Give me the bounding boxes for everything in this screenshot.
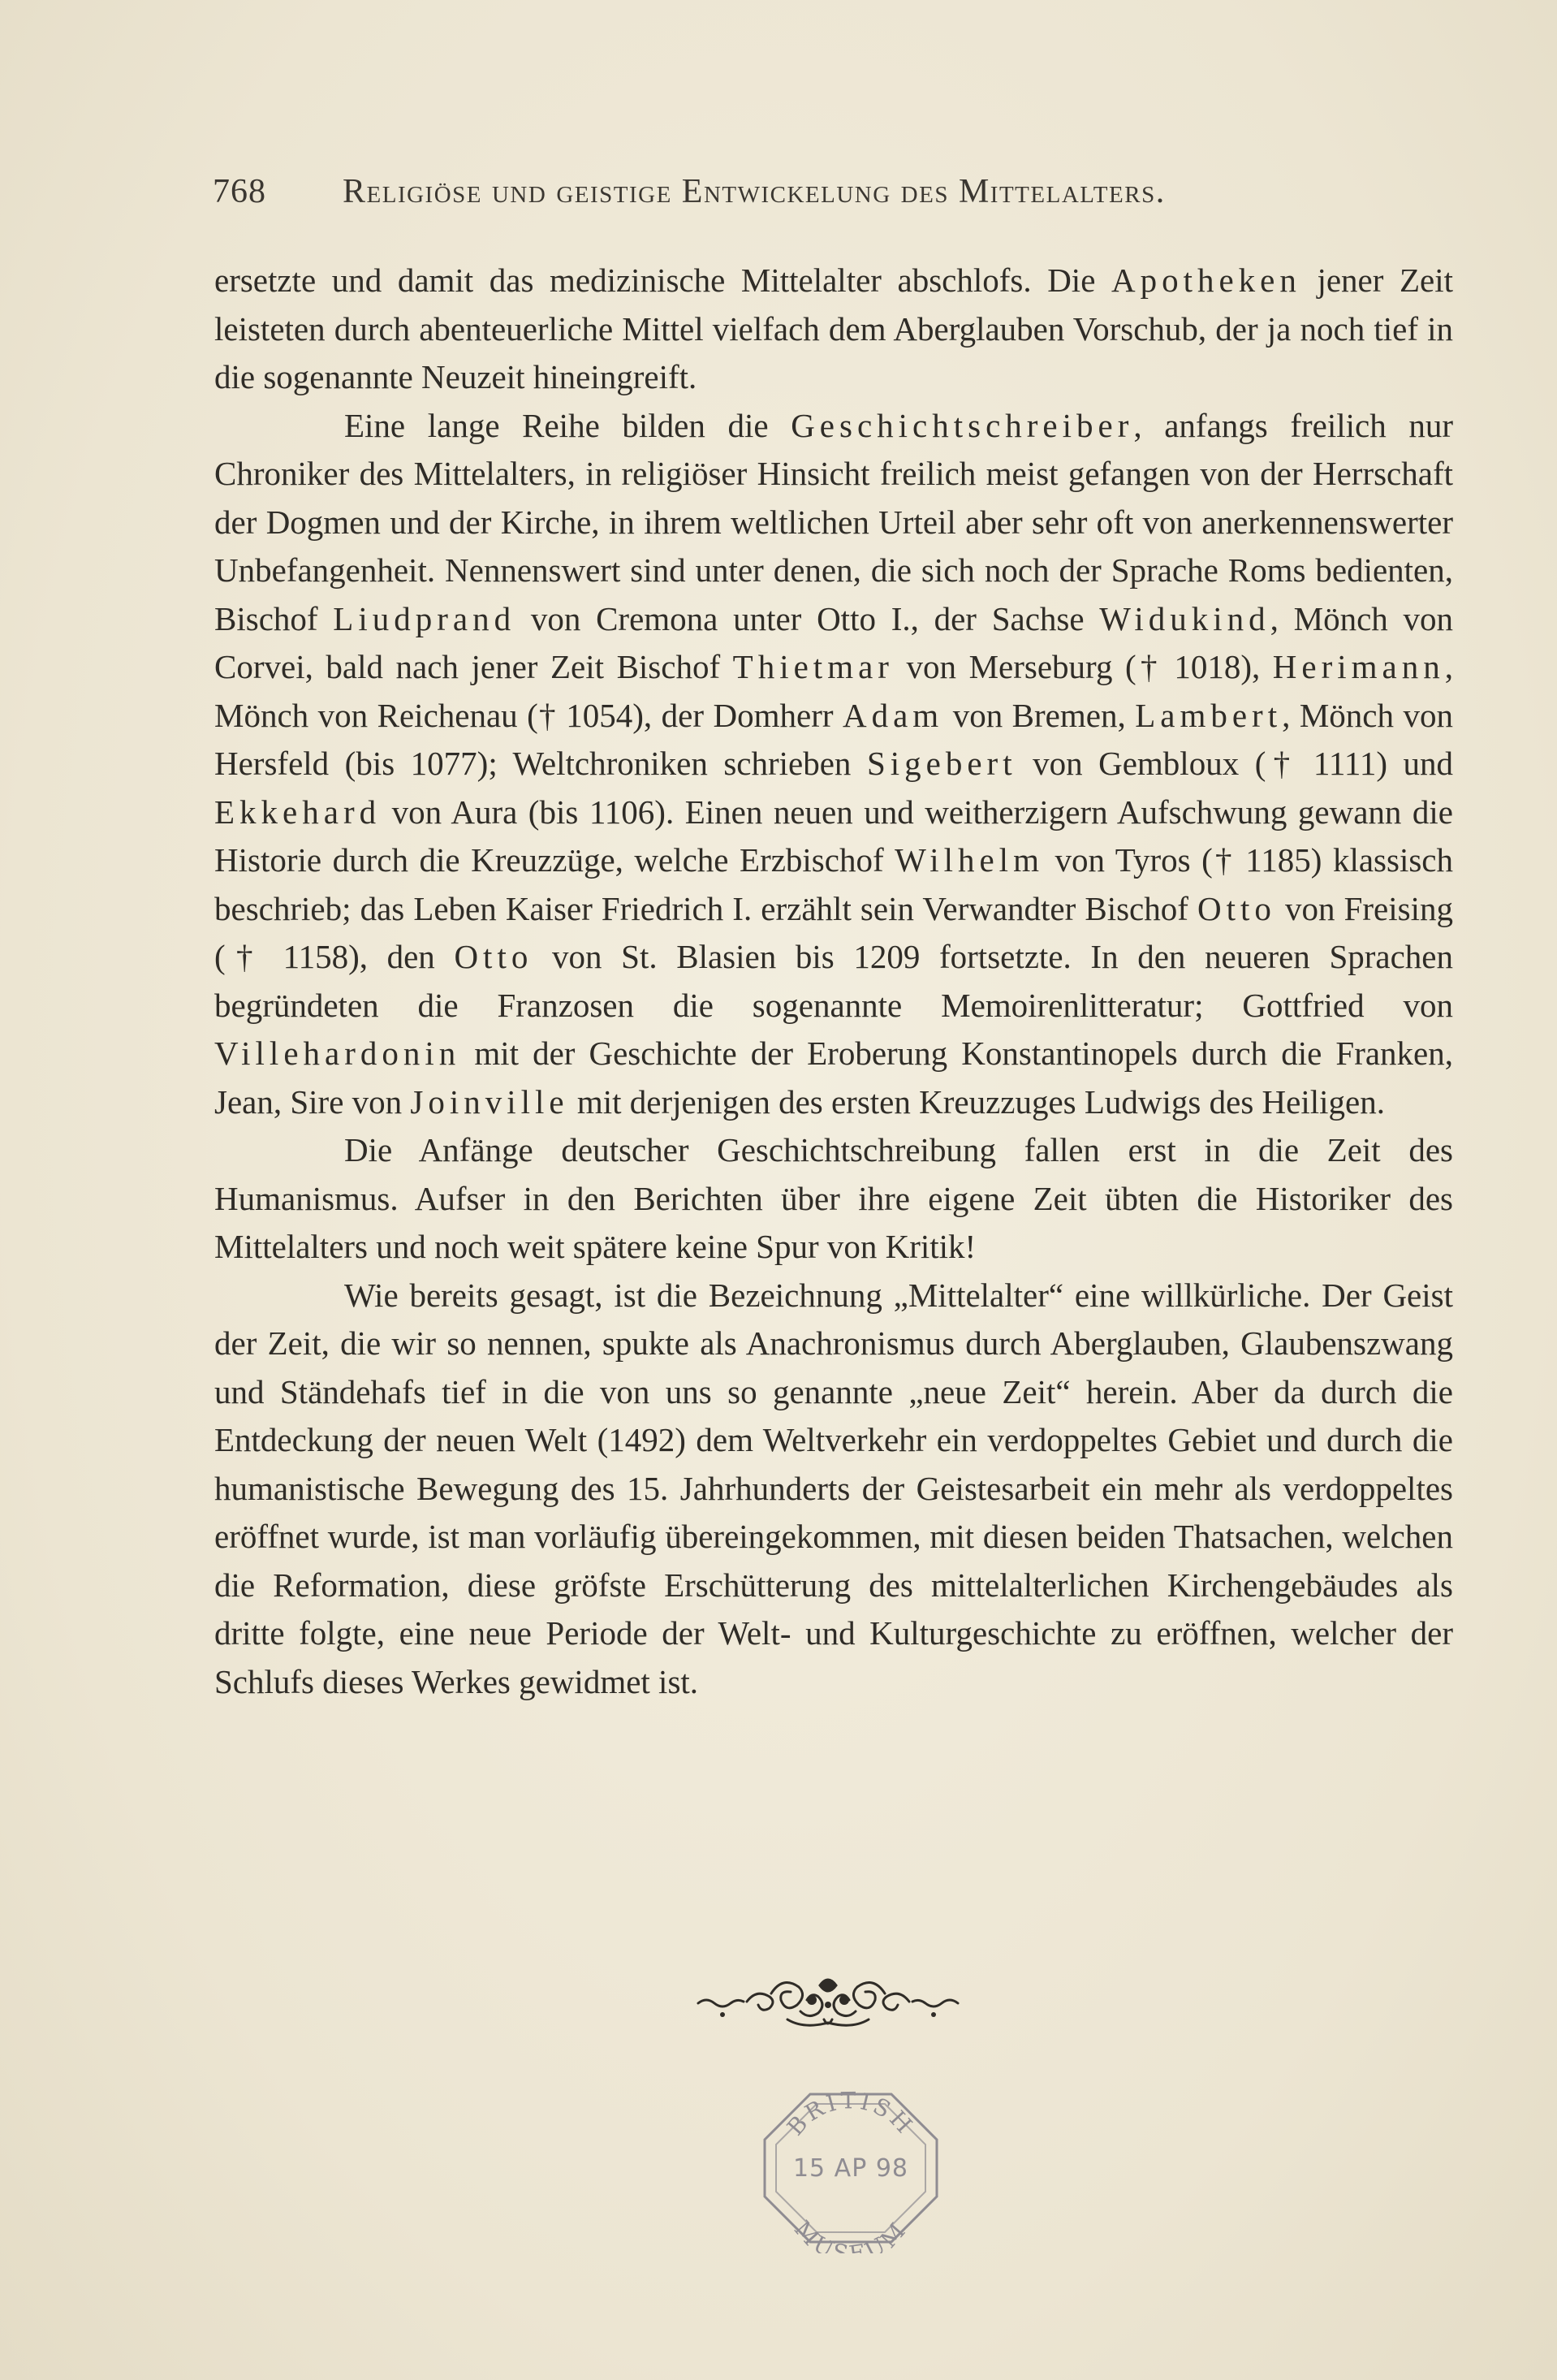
text-run: Eine lange Reihe bilden die [344,406,791,444]
spaced-name: Villehardonin [214,1035,461,1072]
text-run: jener Zeit leisteten durch abenteuerliche Mittel vielfach dem Aberglauben Vorschub, der ja noch tief in die sogenannte Neuzeit hineingreift. [214,261,1453,395]
spaced-name: Liudprand [333,599,516,637]
spaced-name: Geschichtschreiber [791,406,1134,444]
text-run: mit derjenigen des ersten Kreuzzuges Ludwigs des Heiligen. [568,1082,1385,1121]
spaced-name: Sigebert [866,745,1017,782]
text-run: von Aura (bis 1106). Einen neuen und weitherzigern Aufschwung gewann die Historie durch die Kreuzzüge, welche Erzbischof [214,793,1453,879]
text-run: Wie bereits gesagt, ist die Bezeichnung „Mittelalter“ eine willkürliche. Der Geist der Zeit, die wir so nennen, spukte als Anachronismus durch Aberglauben, Glaubenszwang und Ständehafs tief in die von uns so genannte „neue Zeit“ herein. Aber da durch die Entdeckung der neuen Welt (1492) dem Weltverkehr ein verdoppeltes Gebiet und durch die humanistische Bewegung des 15. Jahrhunderts der Geistesarbeit ein mehr als verdoppeltes eröffnet wurde, ist man vorläufig übereingekommen, mit diesen beiden Thatsachen, welchen die Reformation, diese gröfste Erschütterung des mittelalterlichen Kirchengebäudes als dritte folgte, eine neue Periode der Welt- und Kulturgeschichte zu eröffnen, welcher der Schlufs dieses Werkes gewidmet ist. [214,1276,1453,1700]
svg-text:MUSEUM: MUSEUM [788,2215,913,2253]
spaced-name: Adam [843,696,944,734]
spaced-name: Thietmar [732,648,894,685]
text-run: Die Anfänge deutscher Geschichtschreibung fallen erst in die Zeit des Humanismus. Aufser in den Berichten über ihre eigene Zeit übten die Historiker des Mittelalters und noch weit spätere keine Spur von Kritik! [214,1131,1453,1265]
spaced-name: Lambert [1135,696,1283,734]
text-run: ersetzte und damit das medizinische Mittelalter abschlofs. Die [214,261,1111,299]
running-head [213,172,1455,211]
body-text [214,257,1453,1706]
text-run: von Freising († 1158), den [214,889,1453,975]
spaced-name: Otto [454,938,533,975]
text-run: von Cremona unter Otto I., der Sachse [515,599,1100,637]
paragraph [214,1272,1453,1707]
spaced-name: Wilhelm [895,841,1044,879]
running-head-title: Religiöse und geistige Entwickelung des Mittelalters. [343,173,1166,210]
paragraph [214,257,1453,402]
text-run: , Mönch von Corvei, bald nach jener Zeit Bischof [214,599,1454,685]
library-stamp [753,2083,948,2253]
spaced-name: Herimann [1272,648,1445,685]
svg-text:BRITISH: BRITISH [782,2087,920,2141]
text-run: von St. Blasien bis 1209 fortsetzte. In den neueren Sprachen begründeten die Franzosen die sogenannte Memoirenlitteratur; Gottfried von [214,938,1453,1024]
text-run: von Bremen, [943,696,1136,734]
paragraph [214,1126,1453,1272]
text-run: mit der Geschichte der Eroberung Konstantinopels durch die Franken, Jean, Sire von [214,1035,1453,1121]
text-run: , Mönch von Reichenau († 1054), der Domherr [214,648,1453,734]
spaced-name: Widukind [1099,599,1270,637]
spaced-name: Otto [1197,889,1276,927]
stamp-date: 15 AP 98 [792,2154,909,2183]
text-run: von Merseburg († 1018), [893,648,1273,685]
text-run: von Gembloux († 1111) und [1016,745,1453,782]
spaced-name: Joinville [410,1082,569,1121]
spaced-name: Apotheken [1111,261,1301,299]
text-run: von Tyros († 1185) klassisch beschrieb; das Leben Kaiser Friedrich I. erzählt sein Verwandter Bischof [214,841,1453,927]
spaced-name: Ekkehard [214,793,382,831]
text-run: , anfangs freilich nur Chroniker des Mittelalters, in religiöser Hinsicht freilich meist gefangen von der Herrschaft der Dogmen und der Kirche, in ihrem weltlichen Urteil aber sehr oft von anerkennenswerter Unbefangenheit. Nennenswert sind unter denen, die sich noch der Sprache Roms bedienten, Bischof [214,406,1453,637]
paragraph [214,402,1453,1127]
ornament-vignette [690,1969,966,2034]
page-number: 768 [213,173,266,210]
text-run: , Mönch von Hersfeld (bis 1077); Weltchroniken schrieben [214,696,1453,782]
